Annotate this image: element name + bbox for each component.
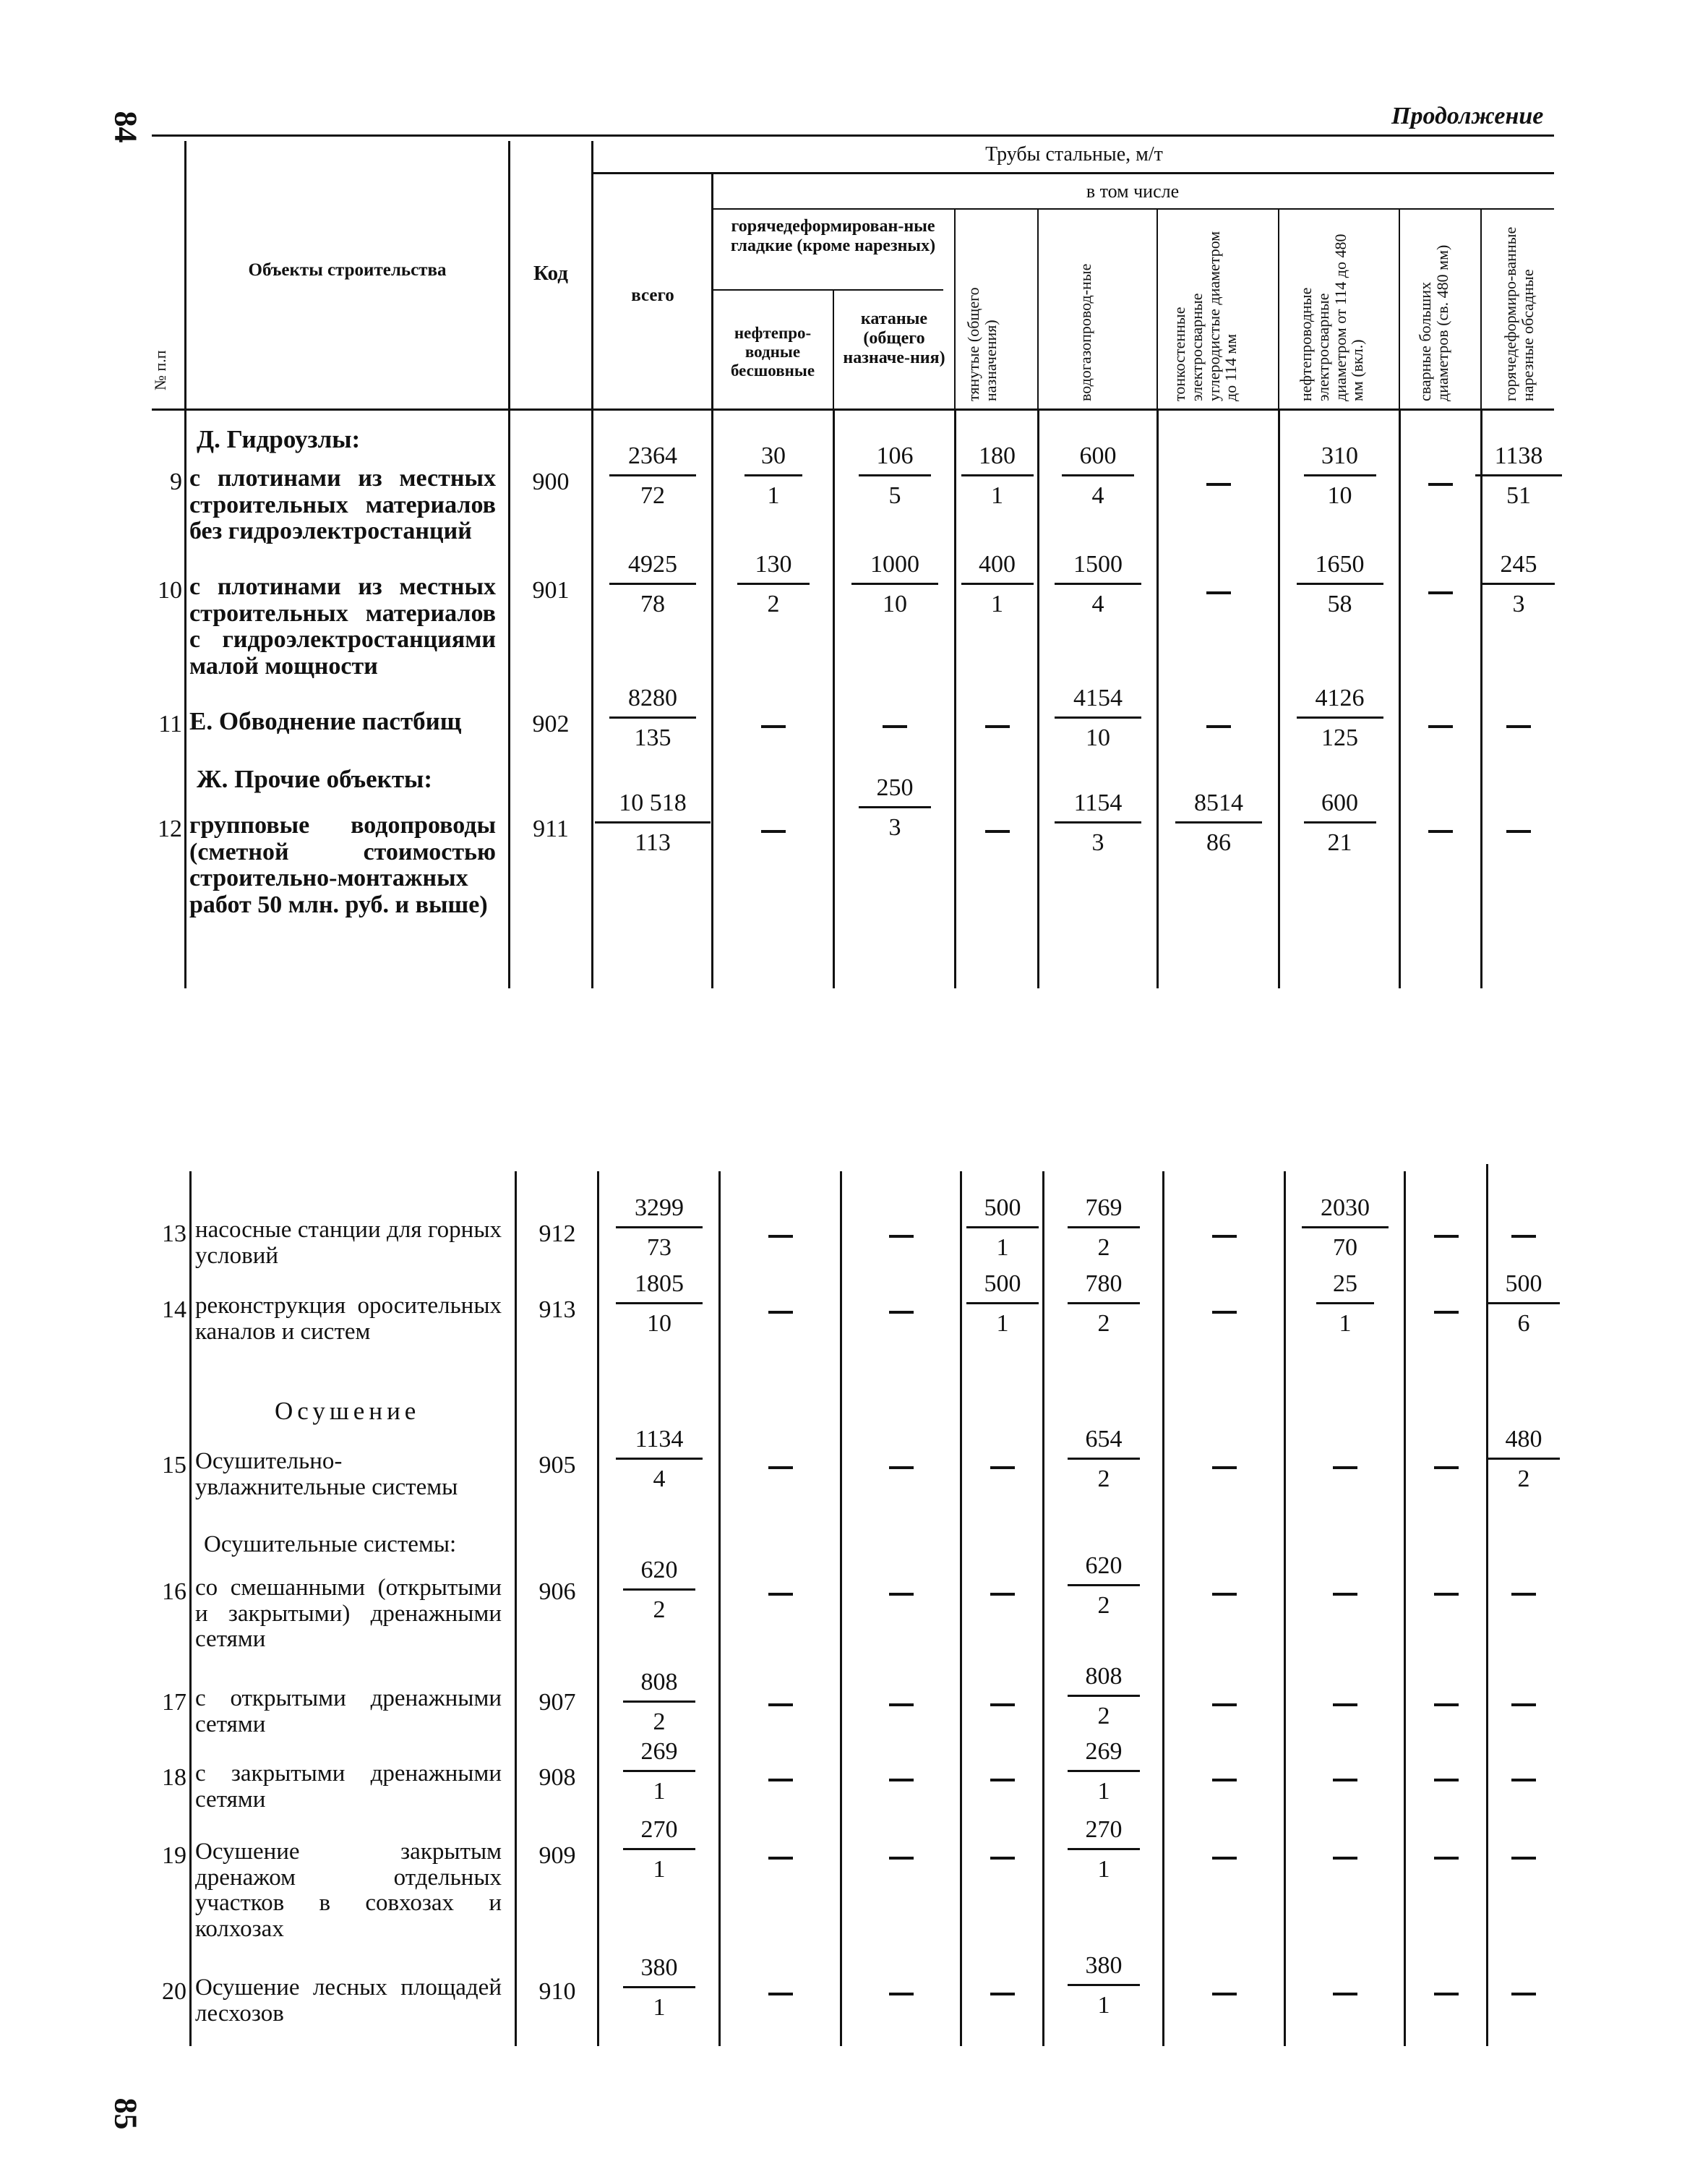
cell-water-gas bbox=[1055, 686, 1141, 750]
cell-dash bbox=[1333, 1466, 1357, 1469]
row-number: 18 bbox=[162, 1764, 186, 1791]
cell-denominator: 2 bbox=[1097, 1310, 1110, 1337]
row-object-name: Осушительно-увлажнительные системы bbox=[195, 1448, 458, 1500]
cell-numerator: 620 bbox=[1068, 1554, 1140, 1586]
cell-dash bbox=[1511, 1857, 1536, 1860]
row-code: 912 bbox=[538, 1220, 576, 1247]
cell-dash bbox=[1212, 1466, 1237, 1469]
cell-water-gas bbox=[1068, 1954, 1140, 2018]
col-rolled-header: катаные (общего назначе-ния) bbox=[843, 309, 945, 367]
cell-drawn bbox=[961, 552, 1034, 617]
cell-denominator: 4 bbox=[1091, 591, 1104, 617]
cell-dash bbox=[1434, 1993, 1459, 1995]
cell-numerator: 1154 bbox=[1055, 791, 1141, 823]
row-code: 907 bbox=[538, 1689, 576, 1716]
row-object-name: со смешанными (открытыми и закрытыми) дренажными сетями bbox=[195, 1575, 502, 1653]
cell-numerator: 620 bbox=[623, 1558, 695, 1591]
row-number: 11 bbox=[158, 711, 182, 737]
cell-numerator: 500 bbox=[966, 1272, 1039, 1304]
cell-denominator: 1 bbox=[991, 482, 1003, 509]
row-number: 17 bbox=[162, 1689, 186, 1716]
cell-dash bbox=[1511, 1993, 1536, 1995]
cell-oil-welded bbox=[1302, 1196, 1389, 1260]
cell-dash bbox=[985, 830, 1010, 833]
section-drain: Осушение bbox=[275, 1397, 421, 1425]
cell-numerator: 8280 bbox=[609, 686, 696, 719]
row-object-name: с плотинами из местных строительных материалов с гидроэлектростанциями малой мощности bbox=[189, 573, 496, 680]
col-total-header: всего bbox=[631, 286, 674, 305]
cell-dash bbox=[1506, 830, 1531, 833]
cell-numerator: 380 bbox=[1068, 1954, 1140, 1986]
cell-denominator: 3 bbox=[1512, 591, 1525, 617]
cell-denominator: 70 bbox=[1333, 1234, 1357, 1261]
cell-thin-wall bbox=[1175, 791, 1262, 855]
cell-denominator: 1 bbox=[1097, 1992, 1110, 2019]
cell-casing bbox=[1488, 1427, 1560, 1492]
cell-numerator: 808 bbox=[1068, 1664, 1140, 1697]
cell-water-gas bbox=[1068, 1818, 1140, 1882]
cell-dash bbox=[990, 1703, 1015, 1706]
cell-dash bbox=[1206, 591, 1231, 594]
col-oil-seamless-header: нефтепро-водные бесшовные bbox=[730, 324, 815, 380]
row-code: 909 bbox=[538, 1842, 576, 1869]
cell-numerator: 1805 bbox=[616, 1272, 703, 1304]
col-casing-header: горячедеформиро-ванные нарезные обсадные bbox=[1501, 226, 1537, 401]
page-number-top: 84 bbox=[108, 111, 144, 143]
col-oil-welded-header: нефтепроводные электросварные диаметром от 114 до 480 мм (вкл.) bbox=[1297, 234, 1367, 401]
cell-dash bbox=[768, 1593, 793, 1596]
cell-numerator: 4154 bbox=[1055, 686, 1141, 719]
col-num-header: № п.п bbox=[151, 350, 169, 390]
cell-dash bbox=[1434, 1779, 1459, 1781]
cell-dash bbox=[990, 1466, 1015, 1469]
cell-denominator: 1 bbox=[1097, 1778, 1110, 1805]
cell-denominator: 10 bbox=[1086, 724, 1110, 751]
row-code: 911 bbox=[533, 816, 569, 842]
cell-denominator: 2 bbox=[1517, 1466, 1530, 1492]
cell-oil-seamless bbox=[744, 444, 802, 508]
cell-numerator: 500 bbox=[966, 1196, 1039, 1228]
row-code: 910 bbox=[538, 1978, 576, 2005]
cell-denominator: 3 bbox=[1091, 829, 1104, 856]
cell-dash bbox=[1212, 1993, 1237, 1995]
cell-numerator: 500 bbox=[1488, 1272, 1560, 1304]
cell-denominator: 1 bbox=[653, 1778, 666, 1805]
cell-oil-seamless bbox=[737, 552, 810, 617]
cell-total bbox=[623, 1956, 695, 2020]
row-code: 905 bbox=[538, 1452, 576, 1479]
cell-dash bbox=[761, 725, 786, 728]
cell-dash bbox=[1428, 830, 1453, 833]
cell-drawn bbox=[966, 1196, 1039, 1260]
cell-denominator: 10 bbox=[883, 591, 907, 617]
cell-denominator: 113 bbox=[635, 829, 671, 856]
row-number: 12 bbox=[158, 816, 182, 842]
row-code: 906 bbox=[538, 1578, 576, 1605]
cell-numerator: 2030 bbox=[1302, 1196, 1389, 1228]
cell-total bbox=[595, 791, 711, 855]
cell-dash bbox=[985, 725, 1010, 728]
cell-casing bbox=[1488, 1272, 1560, 1336]
row-number: 15 bbox=[162, 1452, 186, 1479]
row-number: 16 bbox=[162, 1578, 186, 1605]
cell-numerator: 1650 bbox=[1297, 552, 1383, 585]
cell-casing bbox=[1482, 552, 1555, 617]
cell-numerator: 2364 bbox=[609, 444, 696, 476]
cell-numerator: 3299 bbox=[616, 1196, 703, 1228]
cell-total bbox=[616, 1272, 703, 1336]
cell-dash bbox=[1434, 1703, 1459, 1706]
cell-total bbox=[616, 1196, 703, 1260]
cell-water-gas bbox=[1055, 791, 1141, 855]
cell-dash bbox=[1428, 725, 1453, 728]
cell-dash bbox=[1333, 1779, 1357, 1781]
cell-denominator: 135 bbox=[634, 724, 671, 751]
cell-rolled bbox=[859, 776, 931, 840]
cell-dash bbox=[883, 725, 907, 728]
cell-numerator: 310 bbox=[1304, 444, 1376, 476]
cell-total bbox=[623, 1558, 695, 1622]
top-rule bbox=[152, 134, 1554, 137]
section-d: Д. Гидроузлы: bbox=[197, 425, 361, 453]
row-object-name: групповые водопроводы (сметной стоимостью строительно-монтажных работ 50 млн. руб. и выше) bbox=[189, 812, 496, 919]
cell-dash bbox=[761, 830, 786, 833]
section-zh: Ж. Прочие объекты: bbox=[197, 765, 432, 793]
cell-dash bbox=[768, 1993, 793, 1995]
row-code: 900 bbox=[532, 469, 570, 495]
cell-dash bbox=[768, 1466, 793, 1469]
cell-dash bbox=[1206, 725, 1231, 728]
cell-water-gas bbox=[1068, 1196, 1140, 1260]
row-object-name: насосные станции для горных условий bbox=[195, 1217, 502, 1269]
section-drain-systems: Осушительные системы: bbox=[204, 1531, 457, 1557]
row-object-name: Осушение закрытым дренажом отдельных участков в совхозах и колхозах bbox=[195, 1839, 502, 1942]
cell-dash bbox=[990, 1779, 1015, 1781]
cell-denominator: 3 bbox=[888, 814, 901, 841]
cell-dash bbox=[1511, 1779, 1536, 1781]
cell-numerator: 269 bbox=[1068, 1740, 1140, 1772]
cell-numerator: 808 bbox=[623, 1670, 695, 1703]
cell-numerator: 480 bbox=[1488, 1427, 1560, 1460]
cell-denominator: 1 bbox=[996, 1310, 1009, 1337]
cell-denominator: 1 bbox=[1097, 1856, 1110, 1883]
subgroup-title: в том числе bbox=[1086, 181, 1180, 202]
cell-oil-welded bbox=[1297, 552, 1383, 617]
col-thin-wall-header: тонкостенные электросварные углеродистые диаметром до 114 мм bbox=[1170, 231, 1240, 401]
cell-numerator: 245 bbox=[1482, 552, 1555, 585]
cell-water-gas bbox=[1068, 1740, 1140, 1804]
cell-dash bbox=[768, 1779, 793, 1781]
cell-denominator: 1 bbox=[991, 591, 1003, 617]
cell-dash bbox=[768, 1703, 793, 1706]
cell-numerator: 654 bbox=[1068, 1427, 1140, 1460]
cell-total bbox=[609, 552, 696, 617]
cell-water-gas bbox=[1055, 552, 1141, 617]
row-number: 10 bbox=[158, 577, 182, 604]
cell-total bbox=[623, 1740, 695, 1804]
row-number: 19 bbox=[162, 1842, 186, 1869]
cell-dash bbox=[1506, 725, 1531, 728]
col-water-gas-header: водогазопровод-ные bbox=[1076, 263, 1094, 401]
group-title: Трубы стальные, м/т bbox=[985, 143, 1163, 166]
cell-numerator: 1000 bbox=[851, 552, 938, 585]
cell-numerator: 769 bbox=[1068, 1196, 1140, 1228]
cell-numerator: 1138 bbox=[1475, 444, 1562, 476]
cell-denominator: 4 bbox=[1091, 482, 1104, 509]
cell-dash bbox=[1434, 1311, 1459, 1314]
cell-denominator: 86 bbox=[1206, 829, 1231, 856]
cell-drawn bbox=[966, 1272, 1039, 1336]
cell-dash bbox=[889, 1993, 914, 1995]
cell-denominator: 10 bbox=[1327, 482, 1352, 509]
cell-denominator: 21 bbox=[1327, 829, 1352, 856]
row-code: 901 bbox=[532, 577, 570, 604]
cell-oil-welded bbox=[1316, 1272, 1374, 1336]
cell-numerator: 106 bbox=[859, 444, 931, 476]
cell-denominator: 78 bbox=[640, 591, 665, 617]
cell-dash bbox=[889, 1857, 914, 1860]
cell-dash bbox=[1434, 1593, 1459, 1596]
row-object-name: реконструкция оросительных каналов и систем bbox=[195, 1293, 502, 1345]
cell-numerator: 180 bbox=[961, 444, 1034, 476]
cell-denominator: 1 bbox=[653, 1856, 666, 1883]
cell-numerator: 8514 bbox=[1175, 791, 1262, 823]
hot-deformed-group-header: горячедеформирован-ные гладкие (кроме нарезных) bbox=[730, 217, 936, 255]
cell-dash bbox=[990, 1857, 1015, 1860]
cell-denominator: 2 bbox=[1097, 1234, 1110, 1261]
cell-dash bbox=[889, 1466, 914, 1469]
row-code: 908 bbox=[538, 1764, 576, 1791]
cell-dash bbox=[990, 1993, 1015, 1995]
cell-denominator: 51 bbox=[1506, 482, 1531, 509]
cell-numerator: 269 bbox=[623, 1740, 695, 1772]
row-number: 13 bbox=[162, 1220, 186, 1247]
cell-total bbox=[609, 444, 696, 508]
cell-drawn bbox=[961, 444, 1034, 508]
row-object-name: Осушение лесных площадей лесхозов bbox=[195, 1975, 502, 2027]
cell-denominator: 10 bbox=[647, 1310, 671, 1337]
cell-dash bbox=[1333, 1703, 1357, 1706]
cell-water-gas bbox=[1068, 1427, 1140, 1492]
cell-dash bbox=[1434, 1466, 1459, 1469]
cell-denominator: 1 bbox=[653, 1994, 666, 2021]
row-code: 902 bbox=[532, 711, 570, 737]
cell-denominator: 125 bbox=[1321, 724, 1358, 751]
cell-numerator: 270 bbox=[1068, 1818, 1140, 1850]
cell-numerator: 4126 bbox=[1297, 686, 1383, 719]
cell-denominator: 2 bbox=[767, 591, 780, 617]
col-objects-header: Объекты строительства bbox=[248, 260, 447, 280]
cell-dash bbox=[1212, 1311, 1237, 1314]
row-number: 14 bbox=[162, 1296, 186, 1323]
cell-dash bbox=[889, 1235, 914, 1238]
cell-dash bbox=[1511, 1703, 1536, 1706]
cell-dash bbox=[1434, 1857, 1459, 1860]
cell-dash bbox=[1212, 1857, 1237, 1860]
cell-total bbox=[623, 1818, 695, 1882]
cell-dash bbox=[1212, 1235, 1237, 1238]
cell-numerator: 250 bbox=[859, 776, 931, 808]
cell-dash bbox=[1428, 591, 1453, 594]
cell-rolled bbox=[859, 444, 931, 508]
cell-denominator: 1 bbox=[996, 1234, 1009, 1261]
cell-denominator: 5 bbox=[888, 482, 901, 509]
cell-numerator: 4925 bbox=[609, 552, 696, 585]
cell-dash bbox=[1206, 483, 1231, 486]
col-large-welded-header: сварные больших диаметров (св. 480 мм) bbox=[1416, 244, 1451, 401]
cell-dash bbox=[768, 1857, 793, 1860]
cell-denominator: 6 bbox=[1517, 1310, 1530, 1337]
cell-numerator: 780 bbox=[1068, 1272, 1140, 1304]
cell-denominator: 2 bbox=[1097, 1592, 1110, 1619]
cell-dash bbox=[768, 1235, 793, 1238]
cell-dash bbox=[1212, 1703, 1237, 1706]
cell-numerator: 600 bbox=[1304, 791, 1376, 823]
cell-numerator: 270 bbox=[623, 1818, 695, 1850]
cell-denominator: 72 bbox=[640, 482, 665, 509]
cell-dash bbox=[889, 1779, 914, 1781]
cell-numerator: 25 bbox=[1316, 1272, 1374, 1304]
cell-dash bbox=[1333, 1857, 1357, 1860]
row-object-name: Е. Обводнение пастбищ bbox=[189, 707, 462, 735]
cell-numerator: 600 bbox=[1062, 444, 1134, 476]
cell-denominator: 58 bbox=[1327, 591, 1352, 617]
cell-denominator: 73 bbox=[647, 1234, 671, 1261]
cell-rolled bbox=[851, 552, 938, 617]
cell-dash bbox=[889, 1593, 914, 1596]
cell-total bbox=[616, 1427, 703, 1492]
cell-numerator: 130 bbox=[737, 552, 810, 585]
cell-denominator: 2 bbox=[1097, 1466, 1110, 1492]
row-object-name: с плотинами из местных строительных материалов без гидроэлектростанций bbox=[189, 465, 496, 545]
cell-denominator: 2 bbox=[653, 1596, 666, 1623]
cell-dash bbox=[889, 1311, 914, 1314]
cell-water-gas bbox=[1068, 1664, 1140, 1729]
row-code: 913 bbox=[538, 1296, 576, 1323]
cell-numerator: 30 bbox=[744, 444, 802, 476]
cell-oil-welded bbox=[1297, 686, 1383, 750]
page-number-bottom: 85 bbox=[108, 2097, 144, 2130]
row-object-name: с открытыми дренажными сетями bbox=[195, 1685, 502, 1737]
continuation-label: Продолжение bbox=[1391, 103, 1544, 129]
cell-dash bbox=[990, 1593, 1015, 1596]
cell-denominator: 2 bbox=[1097, 1703, 1110, 1729]
cell-dash bbox=[1434, 1235, 1459, 1238]
cell-oil-welded bbox=[1304, 444, 1376, 508]
cell-dash bbox=[1428, 483, 1453, 486]
cell-dash bbox=[1511, 1235, 1536, 1238]
col-code-header: Код bbox=[533, 262, 568, 285]
cell-dash bbox=[1212, 1593, 1237, 1596]
col-drawn-header: тянутые (общего назначения) bbox=[964, 287, 1000, 401]
cell-numerator: 10 518 bbox=[595, 791, 711, 823]
cell-numerator: 380 bbox=[623, 1956, 695, 1988]
cell-total bbox=[623, 1670, 695, 1734]
cell-dash bbox=[1212, 1779, 1237, 1781]
cell-casing bbox=[1475, 444, 1562, 508]
cell-denominator: 1 bbox=[1339, 1310, 1352, 1337]
cell-dash bbox=[1333, 1993, 1357, 1995]
cell-denominator: 4 bbox=[653, 1466, 666, 1492]
cell-water-gas bbox=[1068, 1272, 1140, 1336]
cell-denominator: 2 bbox=[653, 1708, 666, 1735]
cell-dash bbox=[1333, 1593, 1357, 1596]
cell-water-gas bbox=[1062, 444, 1134, 508]
row-number: 9 bbox=[170, 469, 182, 495]
cell-water-gas bbox=[1068, 1554, 1140, 1618]
cell-dash bbox=[889, 1703, 914, 1706]
cell-numerator: 1500 bbox=[1055, 552, 1141, 585]
cell-dash bbox=[768, 1311, 793, 1314]
cell-dash bbox=[1511, 1593, 1536, 1596]
cell-numerator: 400 bbox=[961, 552, 1034, 585]
cell-oil-welded bbox=[1304, 791, 1376, 855]
cell-numerator: 1134 bbox=[616, 1427, 703, 1460]
row-object-name: с закрытыми дренажными сетями bbox=[195, 1761, 502, 1813]
cell-denominator: 1 bbox=[767, 482, 780, 509]
row-number: 20 bbox=[162, 1978, 186, 2005]
cell-total bbox=[609, 686, 696, 750]
